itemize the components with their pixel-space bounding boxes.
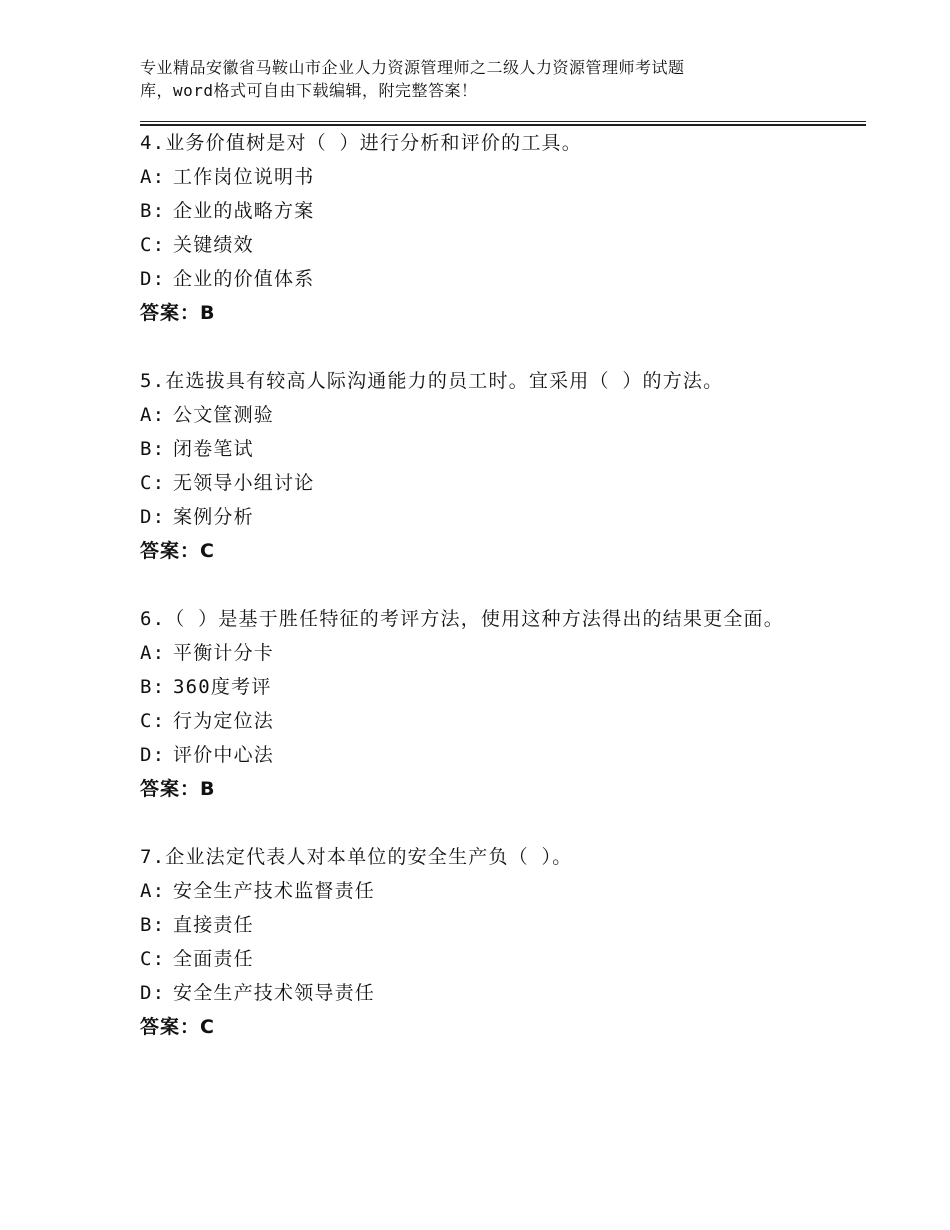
option-b	[140, 194, 820, 228]
option-text: 关键绩效	[173, 234, 254, 256]
option-d	[140, 738, 820, 772]
option-text: 安全生产技术领导责任	[173, 982, 376, 1004]
option-text: 全面责任	[173, 948, 254, 970]
option-letter: D:	[140, 744, 166, 766]
option-letter: D:	[140, 268, 166, 290]
answer-line: 答案：C	[140, 540, 215, 562]
option-c	[140, 466, 820, 500]
option-a	[140, 160, 820, 194]
option-text: 平衡计分卡	[173, 642, 275, 664]
option-text: 评价中心法	[173, 744, 275, 766]
question-stem: 5.在选拔具有较高人际沟通能力的员工时。宜采用（ ）的方法。	[140, 370, 724, 392]
header-divider-thin	[140, 121, 866, 122]
option-b	[140, 908, 820, 942]
option-letter: C:	[140, 948, 166, 970]
option-text: 公文筐测验	[173, 404, 275, 426]
question-7	[140, 840, 820, 1044]
option-c	[140, 942, 820, 976]
answer-line: 答案：B	[140, 778, 216, 800]
option-text: 安全生产技术监督责任	[173, 880, 376, 902]
option-letter: C:	[140, 234, 166, 256]
option-text: 工作岗位说明书	[173, 166, 315, 188]
option-d	[140, 500, 820, 534]
option-text: 案例分析	[173, 506, 254, 528]
question-list	[140, 126, 820, 1078]
option-d	[140, 976, 820, 1010]
question-stem: 6.（ ）是基于胜任特征的考评方法，使用这种方法得出的结果更全面。	[140, 608, 784, 630]
option-a	[140, 636, 820, 670]
option-b	[140, 432, 820, 466]
option-a	[140, 874, 820, 908]
question-5	[140, 364, 820, 568]
option-letter: B:	[140, 200, 166, 222]
header-line-2: 库，word格式可自由下载编辑，附完整答案！	[140, 81, 478, 100]
question-6	[140, 602, 820, 806]
option-text: 直接责任	[173, 914, 254, 936]
question-stem: 7.企业法定代表人对本单位的安全生产负（ ）。	[140, 846, 573, 868]
option-text: 企业的战略方案	[173, 200, 315, 222]
option-c	[140, 228, 820, 262]
option-a	[140, 398, 820, 432]
question-stem: 4.业务价值树是对（ ）进行分析和评价的工具。	[140, 132, 582, 154]
answer-line: 答案：C	[140, 1016, 215, 1038]
option-text: 360度考评	[173, 676, 272, 698]
option-text: 无领导小组讨论	[173, 472, 315, 494]
option-letter: D:	[140, 506, 166, 528]
option-letter: B:	[140, 914, 166, 936]
option-letter: A:	[140, 166, 166, 188]
option-letter: A:	[140, 642, 166, 664]
option-letter: C:	[140, 710, 166, 732]
option-letter: D:	[140, 982, 166, 1004]
option-letter: B:	[140, 676, 166, 698]
option-letter: A:	[140, 880, 166, 902]
option-d	[140, 262, 820, 296]
option-letter: C:	[140, 472, 166, 494]
option-text: 企业的价值体系	[173, 268, 315, 290]
option-text: 闭卷笔试	[173, 438, 254, 460]
question-4	[140, 126, 820, 330]
option-b	[140, 670, 820, 704]
option-letter: B:	[140, 438, 166, 460]
document-header	[140, 56, 820, 102]
header-line-1: 专业精品安徽省马鞍山市企业人力资源管理师之二级人力资源管理师考试题	[140, 58, 685, 77]
answer-line: 答案：B	[140, 302, 216, 324]
option-c	[140, 704, 820, 738]
option-letter: A:	[140, 404, 166, 426]
option-text: 行为定位法	[173, 710, 275, 732]
